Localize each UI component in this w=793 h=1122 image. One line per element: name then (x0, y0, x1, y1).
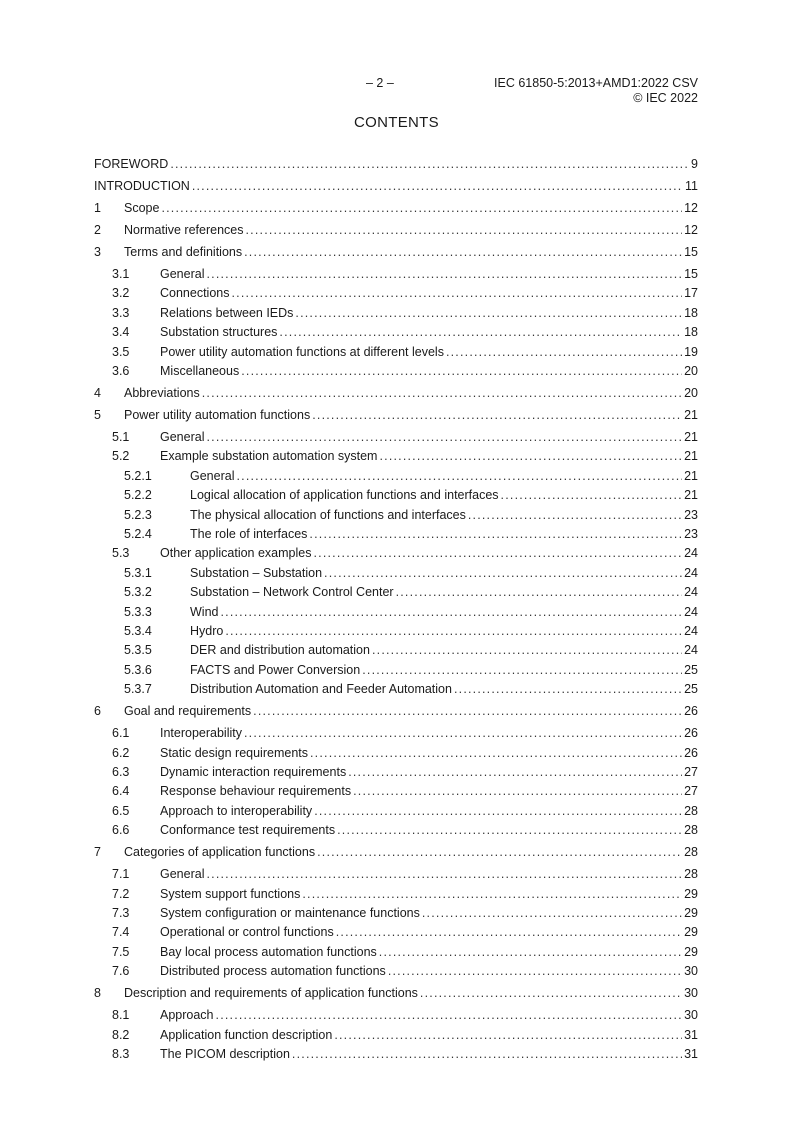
toc-entry-number: 8.1 (112, 1008, 130, 1023)
toc-entry[interactable] (94, 986, 698, 1002)
toc-entry-page: 24 (684, 624, 698, 638)
toc-entry-page: 29 (684, 906, 698, 920)
toc-entry-page: 26 (684, 704, 698, 719)
toc-entry-number: 8 (94, 986, 101, 1001)
toc-entry-title: Distributed process automation functions (160, 964, 386, 979)
toc-entry-page: 18 (684, 305, 698, 320)
toc-entry[interactable] (94, 469, 698, 485)
toc-entry-page: 26 (684, 745, 698, 760)
dot-leader (206, 267, 682, 281)
toc-entry-page: 30 (684, 1008, 698, 1023)
toc-entry-number: 5.2.4 (124, 527, 152, 541)
toc-entry-title: Bay local process automation functions (160, 944, 377, 959)
toc-entry-title: The PICOM description (160, 1047, 290, 1061)
toc-entry[interactable] (94, 887, 698, 903)
dot-leader (206, 430, 682, 444)
dot-leader (279, 325, 682, 339)
toc-entry-number: 5 (94, 408, 101, 422)
toc-entry[interactable] (94, 201, 698, 217)
toc-entry[interactable] (94, 488, 698, 504)
toc-entry-page: 21 (684, 468, 698, 483)
toc-entry-page: 23 (684, 527, 698, 541)
toc-entry-page: 25 (684, 682, 698, 697)
toc-entry-page: 29 (684, 944, 698, 959)
toc-entry-number: 5.3.1 (124, 565, 152, 580)
toc-entry-number: 5.2 (112, 449, 130, 464)
dot-leader (337, 823, 682, 837)
toc-entry-title: System support functions (160, 886, 301, 901)
toc-entry-number: 6.5 (112, 803, 130, 818)
toc-entry-page: 30 (684, 964, 698, 979)
toc-entry[interactable] (94, 585, 698, 601)
toc-entry-page: 17 (684, 286, 698, 301)
toc-entry-number: 8.2 (112, 1027, 130, 1042)
toc-entry-number: 7.5 (112, 944, 130, 959)
toc-entry-number: 6.1 (112, 726, 130, 741)
dot-leader (202, 386, 682, 400)
toc-entry-number: 8.3 (112, 1047, 130, 1061)
dot-leader (244, 726, 682, 740)
dot-leader (246, 223, 683, 237)
dot-leader (310, 746, 682, 760)
toc-entry-title: Application function description (160, 1027, 333, 1042)
toc-entry-title: Connections (160, 286, 230, 301)
toc-entry-title: FACTS and Power Conversion (190, 662, 361, 677)
toc-entry-page: 27 (684, 765, 698, 779)
toc-entry-number: 1 (94, 201, 101, 215)
dot-leader (454, 682, 682, 696)
toc-entry-number: 3.5 (112, 344, 130, 359)
toc-entry-number: 7.6 (112, 964, 130, 979)
toc-entry[interactable] (94, 605, 698, 621)
toc-entry-title: Miscellaneous (160, 364, 240, 378)
toc-entry-title: Wind (190, 604, 219, 619)
toc-entry-number: 4 (94, 386, 101, 400)
toc-entry[interactable] (94, 345, 698, 361)
toc-entry[interactable] (94, 726, 698, 742)
toc-entry-number: 5.2.3 (124, 507, 152, 522)
toc-entry-title: Operational or control functions (160, 925, 334, 940)
toc-entry-page: 9 (691, 157, 698, 171)
toc-entry-page: 31 (684, 1027, 698, 1042)
dot-leader (396, 585, 683, 599)
dot-leader (244, 245, 682, 259)
dot-leader (232, 286, 683, 300)
toc-entry-page: 19 (684, 344, 698, 359)
dot-leader (314, 804, 682, 818)
dot-leader (225, 624, 682, 638)
toc-entry[interactable] (94, 449, 698, 465)
toc-entry-title: Power utility automation functions at different levels (160, 344, 444, 359)
toc-entry-number: 5.3.6 (124, 662, 152, 677)
toc-entry[interactable] (94, 804, 698, 820)
toc-entry-number: 5.3.4 (124, 624, 152, 638)
toc-entry-title: General (160, 430, 205, 444)
dot-leader (446, 345, 682, 359)
toc-entry-page: 21 (684, 449, 698, 464)
dot-leader (362, 663, 682, 677)
toc-entry-page: 27 (684, 784, 698, 799)
document-header (494, 76, 698, 106)
contents-title: CONTENTS (354, 114, 439, 131)
toc-entry[interactable] (94, 546, 698, 562)
toc-entry-number: 3.2 (112, 286, 130, 301)
toc-entry-title: Approach (160, 1008, 214, 1023)
toc-entry-page: 18 (684, 325, 698, 340)
toc-entry-number: 5.2.2 (124, 488, 152, 503)
dot-leader (334, 1028, 682, 1042)
toc-entry-title: Interoperability (160, 726, 242, 741)
toc-entry-page: 29 (684, 886, 698, 901)
toc-entry-number: 5.3.3 (124, 604, 152, 619)
toc-entry-page: 23 (684, 507, 698, 522)
dot-leader (309, 527, 682, 541)
toc-entry[interactable] (94, 945, 698, 961)
toc-entry-title: Response behaviour requirements (160, 784, 352, 799)
dot-leader (216, 1008, 683, 1022)
dot-leader (348, 765, 682, 779)
toc-entry-number: 3.3 (112, 305, 130, 320)
toc-entry-page: 24 (684, 565, 698, 580)
toc-entry-title: INTRODUCTION (94, 179, 190, 193)
toc-entry-title: Power utility automation functions (124, 408, 311, 422)
toc-entry-number: 2 (94, 223, 101, 237)
dot-leader (220, 605, 682, 619)
toc-entry[interactable] (94, 1028, 698, 1044)
toc-entry-page: 21 (684, 488, 698, 503)
toc-entry-page: 28 (684, 823, 698, 838)
toc-entry-page: 15 (684, 245, 698, 259)
toc-entry-page: 29 (684, 925, 698, 940)
toc-entry-number: 3.6 (112, 364, 130, 378)
toc-entry-title: General (190, 468, 235, 483)
toc-entry-title: Terms and definitions (124, 245, 243, 259)
toc-entry-page: 12 (684, 223, 698, 237)
toc-entry[interactable] (94, 508, 698, 524)
dot-leader (161, 201, 682, 215)
toc-entry-title: The physical allocation of functions and interfaces (190, 507, 466, 522)
toc-entry-number: 6.2 (112, 745, 130, 760)
toc-entry-number: 7.2 (112, 886, 130, 901)
toc-entry-number: 5.3.7 (124, 682, 152, 697)
toc-entry-title: General (160, 267, 205, 281)
toc-entry-title: Abbreviations (124, 386, 200, 400)
toc-entry-title: Goal and requirements (124, 704, 252, 719)
toc-entry-page: 28 (684, 803, 698, 818)
toc-entry-number: 5.3.2 (124, 585, 152, 600)
toc-entry-number: 7.3 (112, 906, 130, 920)
dot-leader (236, 469, 682, 483)
toc-entry-page: 26 (684, 726, 698, 741)
dot-leader (379, 449, 682, 463)
toc-entry[interactable] (94, 964, 698, 980)
toc-entry-number: 5.1 (112, 430, 130, 444)
toc-entry-number: 3.4 (112, 325, 130, 340)
toc-entry-title: Substation – Network Control Center (190, 585, 394, 600)
toc-entry-page: 24 (684, 604, 698, 619)
toc-entry[interactable] (94, 527, 698, 543)
toc-entry-page: 24 (684, 585, 698, 600)
toc-entry[interactable] (94, 267, 698, 283)
toc-entry[interactable] (94, 867, 698, 883)
dot-leader (317, 845, 682, 859)
toc-entry-page: 15 (684, 267, 698, 281)
toc-entry-title: Substation structures (160, 325, 278, 340)
toc-entry-number: 5.3.5 (124, 643, 152, 658)
toc-entry[interactable] (94, 765, 698, 781)
toc-entry[interactable] (94, 1008, 698, 1024)
dot-leader (302, 887, 682, 901)
toc-entry[interactable] (94, 704, 698, 720)
toc-entry-title: FOREWORD (94, 157, 169, 171)
dot-leader (253, 704, 682, 718)
toc-entry[interactable] (94, 223, 698, 239)
toc-entry-title: Categories of application functions (124, 845, 316, 860)
toc-entry-page: 24 (684, 643, 698, 658)
toc-entry-page: 30 (684, 986, 698, 1001)
page-number: – 2 – (366, 76, 394, 90)
toc-entry[interactable] (94, 179, 698, 195)
dot-leader (324, 566, 682, 580)
dot-leader (372, 643, 682, 657)
toc-entry-page: 31 (684, 1047, 698, 1061)
toc-entry-page: 25 (684, 662, 698, 677)
toc-entry[interactable] (94, 624, 698, 640)
dot-leader (170, 157, 689, 171)
dot-leader (501, 488, 683, 502)
toc-entry-title: Approach to interoperability (160, 803, 313, 818)
toc-entry[interactable] (94, 682, 698, 698)
toc-entry-number: 3.1 (112, 267, 130, 281)
toc-entry-title: General (160, 867, 205, 882)
toc-entry-title: Conformance test requirements (160, 823, 336, 838)
toc-entry-number: 3 (94, 245, 101, 259)
toc-entry-page: 28 (684, 867, 698, 882)
toc-entry[interactable] (94, 643, 698, 659)
toc-entry-title: Scope (124, 201, 160, 215)
toc-entry-title: Example substation automation system (160, 449, 378, 464)
toc-entry-title: The role of interfaces (190, 527, 308, 541)
dot-leader (420, 986, 682, 1000)
dot-leader (295, 306, 682, 320)
toc-entry[interactable] (94, 245, 698, 261)
toc-entry-page: 24 (684, 546, 698, 561)
toc-entry-title: Hydro (190, 624, 224, 638)
dot-leader (192, 179, 683, 193)
standard-designation: IEC 61850-5:2013+AMD1:2022 CSV (494, 76, 698, 90)
toc-entry-number: 6.6 (112, 823, 130, 838)
dot-leader (336, 925, 682, 939)
dot-leader (292, 1047, 682, 1061)
toc-entry[interactable] (94, 1047, 698, 1063)
toc-entry-page: 11 (685, 179, 698, 193)
toc-entry-title: Other application examples (160, 546, 312, 561)
toc-entry[interactable] (94, 386, 698, 402)
toc-entry[interactable] (94, 408, 698, 424)
dot-leader (422, 906, 682, 920)
toc-entry[interactable] (94, 663, 698, 679)
toc-entry-page: 28 (684, 845, 698, 860)
toc-entry[interactable] (94, 364, 698, 380)
toc-entry[interactable] (94, 925, 698, 941)
toc-entry[interactable] (94, 325, 698, 341)
dot-leader (388, 964, 682, 978)
toc-entry-number: 7.4 (112, 925, 130, 940)
toc-entry[interactable] (94, 823, 698, 839)
toc-entry[interactable] (94, 746, 698, 762)
toc-entry-page: 12 (684, 201, 698, 215)
dot-leader (206, 867, 682, 881)
toc-entry-number: 5.2.1 (124, 468, 152, 483)
toc-entry-page: 21 (684, 408, 698, 422)
toc-entry[interactable] (94, 566, 698, 582)
dot-leader (241, 364, 682, 378)
copyright-notice: © IEC 2022 (633, 91, 698, 105)
toc-entry[interactable] (94, 845, 698, 861)
toc-entry-number: 5.3 (112, 546, 130, 561)
toc-entry-page: 20 (684, 364, 698, 378)
toc-entry[interactable] (94, 286, 698, 302)
toc-entry-title: Dynamic interaction requirements (160, 765, 347, 779)
dot-leader (313, 546, 682, 560)
toc-entry-title: System configuration or maintenance functions (160, 906, 420, 920)
toc-entry[interactable] (94, 784, 698, 800)
dot-leader (353, 784, 682, 798)
toc-entry-title: Substation – Substation (190, 565, 323, 580)
toc-entry[interactable] (94, 906, 698, 922)
dot-leader (312, 408, 682, 422)
toc-entry-number: 7.1 (112, 867, 130, 882)
toc-entry-title: Logical allocation of application functions and interfaces (190, 488, 499, 503)
toc-entry-title: Description and requirements of application functions (124, 986, 418, 1001)
toc-entry-title: Relations between IEDs (160, 305, 294, 320)
toc-entry-page: 21 (684, 430, 698, 444)
toc-entry[interactable] (94, 306, 698, 322)
toc-entry-number: 6 (94, 704, 101, 719)
toc-entry-number: 6.3 (112, 765, 130, 779)
toc-entry-number: 7 (94, 845, 101, 860)
dot-leader (379, 945, 682, 959)
toc-entry-title: Distribution Automation and Feeder Automation (190, 682, 452, 697)
toc-entry-page: 20 (684, 386, 698, 400)
toc-entry-title: DER and distribution automation (190, 643, 370, 658)
toc-entry[interactable] (94, 157, 698, 173)
toc-entry-title: Normative references (124, 223, 244, 237)
toc-entry[interactable] (94, 430, 698, 446)
toc-entry-title: Static design requirements (160, 745, 308, 760)
dot-leader (468, 508, 682, 522)
toc-entry-number: 6.4 (112, 784, 130, 799)
